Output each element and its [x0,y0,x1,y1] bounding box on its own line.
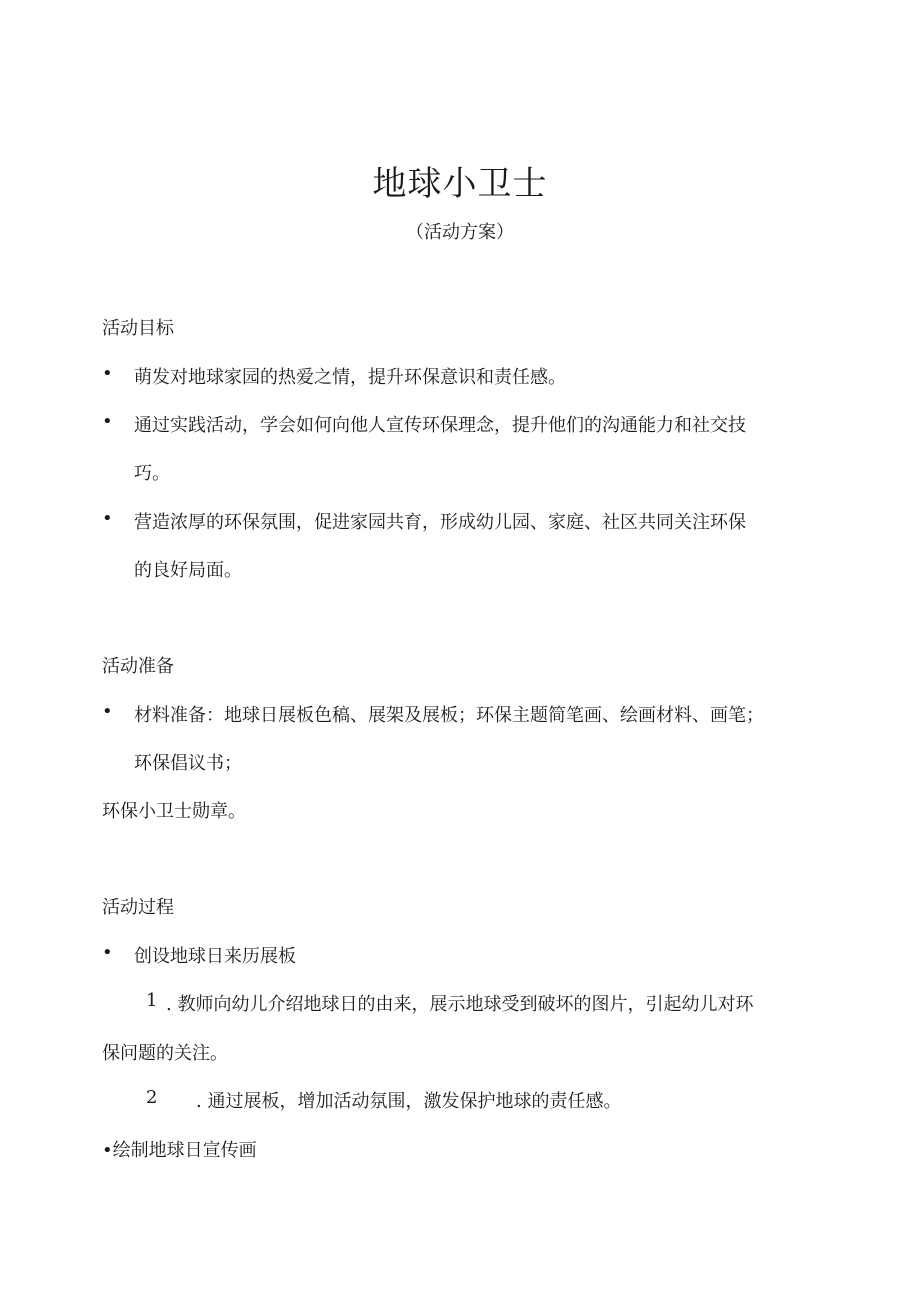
list-item: 营造浓厚的环保氛围，促进家园共育，形成幼儿园、家庭、社区共同关注环保 [134,512,746,533]
list-item: 材料准备：地球日展板色稿、展架及展板；环保主题简笔画、绘画材料、画笔； [134,705,764,726]
section-heading-preparation: 活动准备 [102,656,174,677]
step-text: . 通过展板，增加活动氛围，激发保护地球的责任感。 [196,1091,622,1112]
step-number: 1 [146,990,158,1011]
document-title: 地球小卫士 [372,164,548,204]
bullet-icon: • [102,363,113,384]
bullet-icon: • [102,942,113,963]
bullet-icon: • [102,701,113,722]
bullet-icon: • [102,411,113,432]
list-item: 萌发对地球家园的热爱之情，提升环保意识和责任感。 [134,367,566,388]
list-item: •绘制地球日宣传画 [102,1140,257,1161]
section-heading-goals: 活动目标 [102,318,174,339]
list-item: 通过实践活动，学会如何向他人宣传环保理念，提升他们的沟通能力和社交技 [134,415,746,436]
paragraph-text: 环保小卫士勋章。 [102,801,246,822]
document-subtitle: （活动方案） [406,222,514,243]
bullet-icon: • [102,508,113,529]
step-text: . 教师向幼儿介绍地球日的由来，展示地球受到破坏的图片，引起幼儿对环 [166,994,754,1015]
list-item-continuation: 环保倡议书； [134,753,242,774]
step-number: 2 [146,1087,158,1108]
list-item-continuation: 的良好局面。 [134,560,242,581]
list-item: 创设地球日来历展板 [134,946,296,967]
list-item-continuation: 巧。 [134,463,170,484]
section-heading-process: 活动过程 [102,897,174,918]
step-text-continuation: 保问题的关注。 [102,1043,228,1064]
